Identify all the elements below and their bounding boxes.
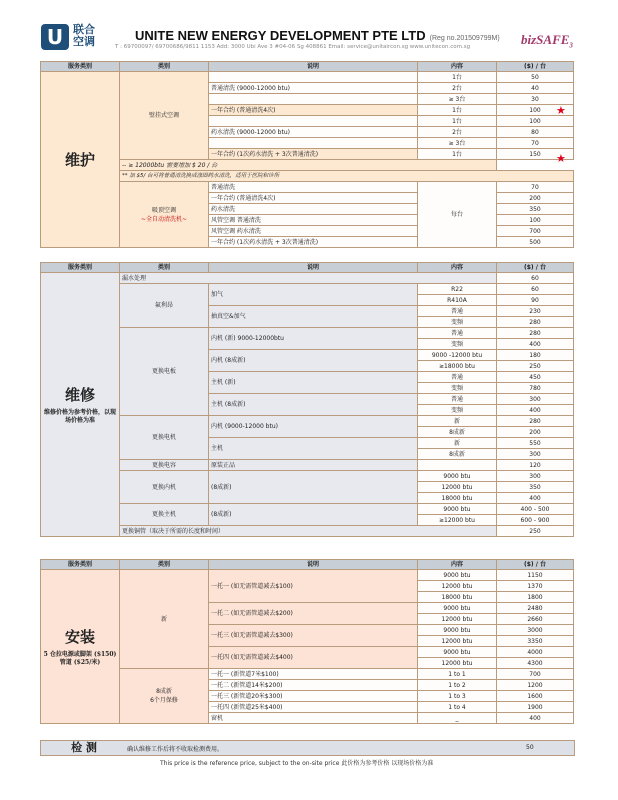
desc-cell: 主机 (8成新) bbox=[209, 394, 418, 416]
desc-cell: 抽真空&加气 bbox=[209, 306, 418, 328]
desc-cell: 主机 bbox=[209, 438, 418, 460]
col-service: 服务类别 bbox=[41, 560, 120, 570]
desc-cell: 一托三 (新管道20米$300) bbox=[209, 691, 418, 702]
content-cell: 9000 btu bbox=[418, 625, 497, 636]
content-cell: 12000 btu bbox=[418, 636, 497, 647]
price-cell: 300 bbox=[497, 471, 574, 482]
desc-cell: 药水清洗 bbox=[209, 204, 418, 215]
maintenance-label: 维护 bbox=[41, 72, 120, 248]
content-cell: 12000 btu bbox=[418, 658, 497, 669]
category-cell: 更换内机 bbox=[120, 471, 209, 504]
price-cell: 550 bbox=[497, 438, 574, 449]
used-unit-label: 8成新 6个月保修 bbox=[120, 669, 209, 724]
logo-icon: U bbox=[41, 24, 69, 50]
content-cell: 变频 bbox=[418, 317, 497, 328]
category-cell: 氟利昂 bbox=[120, 284, 209, 328]
price-cell: 400 bbox=[497, 405, 574, 416]
content-cell: R22 bbox=[418, 284, 497, 295]
price-cell: 400 bbox=[497, 713, 574, 724]
col-category: 类别 bbox=[120, 263, 209, 273]
inspection-row bbox=[40, 740, 575, 756]
company-name: UNITE NEW ENERGY DEVELOPMENT PTE LTD (Reg no.201509799M) bbox=[135, 28, 500, 43]
price-cell: 70 bbox=[497, 138, 574, 149]
price-cell: 1800 bbox=[497, 592, 574, 603]
inspection-label: 检 测 bbox=[71, 741, 97, 754]
desc-cell: 原装正品 bbox=[209, 460, 418, 471]
price-cell: 100 bbox=[497, 215, 574, 226]
inspection-text: 确认维修工作后将不收取检测费用。 bbox=[127, 746, 224, 753]
install-note: 5 仓拉电源或脚架 ($150) 管道 ($25/米) bbox=[43, 651, 117, 666]
desc-cell: 普通清洗 (9000-12000 btu) bbox=[209, 83, 418, 94]
category-cell: 更换主机 bbox=[120, 504, 209, 526]
content-cell: 变频 bbox=[418, 405, 497, 416]
repair-note: 维修价格为参考价格，以现场价格为准 bbox=[43, 409, 116, 424]
price-cell: 200 bbox=[497, 193, 574, 204]
repair-label: 维修 维修价格为参考价格，以现场价格为准 bbox=[41, 273, 120, 537]
content-cell: R410A bbox=[418, 295, 497, 306]
content-cell: 12000 btu bbox=[418, 614, 497, 625]
category-cell: 更换铜管（取决于所需的长度和时间） bbox=[120, 526, 497, 537]
price-cell: 120 bbox=[497, 460, 574, 471]
col-category: 类别 bbox=[120, 62, 209, 72]
installation-table bbox=[40, 559, 574, 724]
price-cell: 100 bbox=[497, 105, 574, 116]
price-cell: 2480 bbox=[497, 603, 574, 614]
bizsafe-logo: bizSAFE$_3$ bbox=[521, 32, 573, 50]
col-service: 服务类别 bbox=[41, 62, 120, 72]
note-cell: ** 加 $5/ 台可将普通清洗换成涤固药水清洗，适用于医院和诊所 bbox=[120, 171, 574, 182]
desc-cell: 一托二 (如无需管道减去$200) bbox=[209, 603, 418, 625]
price-cell: 450 bbox=[497, 372, 574, 383]
price-cell: 350 bbox=[497, 204, 574, 215]
price-cell: 400 bbox=[497, 339, 574, 350]
price-cell: 280 bbox=[497, 317, 574, 328]
col-description: 说明 bbox=[209, 62, 418, 72]
price-cell: 70 bbox=[497, 182, 574, 193]
header bbox=[0, 0, 618, 60]
price-cell: 50 bbox=[497, 72, 574, 83]
desc-cell: 内机 (新) 9000-12000btu bbox=[209, 328, 418, 350]
desc-cell: 一年合约 (普通清洗4次) bbox=[209, 193, 418, 204]
desc-cell: 内机 (9000-12000 btu) bbox=[209, 416, 418, 438]
price-cell: 4000 bbox=[497, 647, 574, 658]
content-cell: 变频 bbox=[418, 339, 497, 350]
desc-cell: 药水清洗 (9000-12000 btu) bbox=[209, 127, 418, 138]
price-cell: 150 bbox=[497, 149, 574, 160]
desc-cell: 风管空调 药水清洗 bbox=[209, 226, 418, 237]
price-cell: 3000 bbox=[497, 625, 574, 636]
content-cell: 12000 btu bbox=[418, 482, 497, 493]
price-cell: 700 bbox=[497, 669, 574, 680]
col-category: 类别 bbox=[120, 560, 209, 570]
price-cell: 1900 bbox=[497, 702, 574, 713]
content-cell: 9000 btu bbox=[418, 471, 497, 482]
new-unit-label: 新 bbox=[120, 570, 209, 669]
content-cell: 2台 bbox=[418, 83, 497, 94]
price-cell: 780 bbox=[497, 383, 574, 394]
desc-cell: 加气 bbox=[209, 284, 418, 306]
price-cell: 180 bbox=[497, 350, 574, 361]
price-cell: 250 bbox=[497, 526, 574, 537]
content-cell: 普通 bbox=[418, 372, 497, 383]
ceiling-label: 吸顶空调 ~全自动清洗机~ bbox=[120, 182, 209, 248]
col-content: 内容 bbox=[418, 560, 497, 570]
col-price: ($) / 台 bbox=[497, 263, 574, 273]
content-cell: ≥ 3台 bbox=[418, 94, 497, 105]
price-cell: 4300 bbox=[497, 658, 574, 669]
note-cell: -- ≥ 12000btu 需要增加 $ 20 / 台 bbox=[120, 160, 497, 171]
price-cell: 1370 bbox=[497, 581, 574, 592]
content-cell: 新 bbox=[418, 416, 497, 427]
content-cell: 每台 bbox=[418, 182, 497, 248]
desc-cell: 内机 (8成新) bbox=[209, 350, 418, 372]
content-cell: 1 to 4 bbox=[418, 702, 497, 713]
desc-cell: 一托一 (如无需管道减去$100) bbox=[209, 570, 418, 603]
price-cell: 350 bbox=[497, 482, 574, 493]
price-cell: 80 bbox=[497, 127, 574, 138]
footer-note: This price is the reference price, subject to the on-site price 此价格为参考价格 以现场价格为准 bbox=[160, 760, 434, 767]
price-cell: 100 bbox=[497, 116, 574, 127]
desc-cell: 一托二 (新管道14米$200) bbox=[209, 680, 418, 691]
content-cell: 18000 btu bbox=[418, 493, 497, 504]
desc-cell: (8成新) bbox=[209, 471, 418, 504]
price-cell: 90 bbox=[497, 295, 574, 306]
price-cell: 1200 bbox=[497, 680, 574, 691]
price-cell: 250 bbox=[497, 361, 574, 372]
content-cell: 1台 bbox=[418, 72, 497, 83]
desc-cell: 窗机 bbox=[209, 713, 418, 724]
price-cell: 500 bbox=[497, 237, 574, 248]
contact-line: T : 69700097/ 69700686/9811 1153 Add: 3000 Ubi Ave 3 #04-06 Sg 408861 Email: service@unitaircon.sg www.unitecon.com.sg bbox=[115, 44, 471, 50]
content-cell: 普通 bbox=[418, 306, 497, 317]
content-cell: 1台 bbox=[418, 116, 497, 127]
price-cell: 700 bbox=[497, 226, 574, 237]
price-cell: 60 bbox=[497, 284, 574, 295]
content-cell: 12000 btu bbox=[418, 581, 497, 592]
category-cell: 漏水处理 bbox=[120, 273, 497, 284]
desc-cell: 主机 (新) bbox=[209, 372, 418, 394]
col-price: ($) / 台 bbox=[497, 62, 574, 72]
content-cell: 变频 bbox=[418, 383, 497, 394]
content-cell: 1 to 1 bbox=[418, 669, 497, 680]
col-description: 说明 bbox=[209, 560, 418, 570]
content-cell: 普通 bbox=[418, 328, 497, 339]
col-price: ($) / 台 bbox=[497, 560, 574, 570]
content-cell: 1台 bbox=[418, 105, 497, 116]
content-cell: 普通 bbox=[418, 394, 497, 405]
content-cell: ≥12000 btu bbox=[418, 515, 497, 526]
content-cell: ≥ 3台 bbox=[418, 138, 497, 149]
content-cell bbox=[418, 460, 497, 471]
star-icon: ★ bbox=[556, 104, 566, 117]
price-cell: 40 bbox=[497, 83, 574, 94]
desc-cell: 一托四 (新管道25米$400) bbox=[209, 702, 418, 713]
desc-cell: 一托三 (如无需管道减去$300) bbox=[209, 625, 418, 647]
content-cell: 1 to 2 bbox=[418, 680, 497, 691]
desc-cell: 一托四 (如无需管道减去$400) bbox=[209, 647, 418, 669]
ceiling-note: ~全自动清洗机~ bbox=[140, 215, 188, 223]
install-label: 安装 5 仓拉电源或脚架 ($150) 管道 ($25/米) bbox=[41, 570, 120, 724]
desc-cell bbox=[209, 138, 418, 149]
price-cell: 600 - 900 bbox=[497, 515, 574, 526]
warranty-text: 6个月保修 bbox=[150, 697, 178, 704]
category-cell: 更换电机 bbox=[120, 416, 209, 460]
price-cell: 1600 bbox=[497, 691, 574, 702]
inspection-price: 50 bbox=[526, 744, 534, 751]
content-cell: 9000 btu bbox=[418, 603, 497, 614]
price-cell: 3350 bbox=[497, 636, 574, 647]
desc-cell: 普通清洗 bbox=[209, 182, 418, 193]
content-cell: 9000 -12000 btu bbox=[418, 350, 497, 361]
content-cell: 2台 bbox=[418, 127, 497, 138]
star-icon: ★ bbox=[556, 152, 566, 165]
content-cell: ≥18000 btu bbox=[418, 361, 497, 372]
content-cell: 8成新 bbox=[418, 449, 497, 460]
price-cell: 400 - 500 bbox=[497, 504, 574, 515]
desc-cell: (8成新) bbox=[209, 504, 418, 526]
content-cell: 9000 btu bbox=[418, 647, 497, 658]
desc-cell bbox=[209, 72, 418, 83]
desc-cell: 一年合约 (1次药水清洗 + 3次普通清洗) bbox=[209, 149, 418, 160]
reg-number: (Reg no.201509799M) bbox=[429, 35, 500, 42]
col-content: 内容 bbox=[418, 263, 497, 273]
price-cell: 280 bbox=[497, 328, 574, 339]
maintenance-table bbox=[40, 61, 574, 248]
content-cell: 1 to 3 bbox=[418, 691, 497, 702]
logo-text: 联合空调 bbox=[73, 23, 95, 48]
price-cell: 300 bbox=[497, 394, 574, 405]
desc-cell: 风管空调 普通清洗 bbox=[209, 215, 418, 226]
price-cell: 230 bbox=[497, 306, 574, 317]
desc-cell bbox=[209, 94, 418, 105]
col-description: 说明 bbox=[209, 263, 418, 273]
price-cell: 2660 bbox=[497, 614, 574, 625]
col-content: 内容 bbox=[418, 62, 497, 72]
price-cell: 200 bbox=[497, 427, 574, 438]
category-cell: 更换电板 bbox=[120, 328, 209, 416]
col-service: 服务类别 bbox=[41, 263, 120, 273]
wall-mounted-label: 壁挂式空调 bbox=[120, 72, 209, 160]
price-cell: 280 bbox=[497, 416, 574, 427]
desc-cell: 一托一 (新管道7米$100) bbox=[209, 669, 418, 680]
content-cell: 18000 btu bbox=[418, 592, 497, 603]
price-cell: 60 bbox=[497, 273, 574, 284]
price-cell: 1150 bbox=[497, 570, 574, 581]
content-cell: 9000 btu bbox=[418, 504, 497, 515]
desc-cell bbox=[209, 116, 418, 127]
content-cell: 9000 btu bbox=[418, 570, 497, 581]
desc-cell: 一年合约 (普通清洗4次) bbox=[209, 105, 418, 116]
category-cell: 更换电容 bbox=[120, 460, 209, 471]
content-cell: _ bbox=[418, 713, 497, 724]
content-cell: 新 bbox=[418, 438, 497, 449]
price-cell: 400 bbox=[497, 493, 574, 504]
price-cell: 30 bbox=[497, 94, 574, 105]
price-cell: 300 bbox=[497, 449, 574, 460]
content-cell: 1台 bbox=[418, 149, 497, 160]
content-cell: 8成新 bbox=[418, 427, 497, 438]
repair-table bbox=[40, 262, 574, 537]
desc-cell: 一年合约 (1次药水清洗 + 3次普通清洗) bbox=[209, 237, 418, 248]
